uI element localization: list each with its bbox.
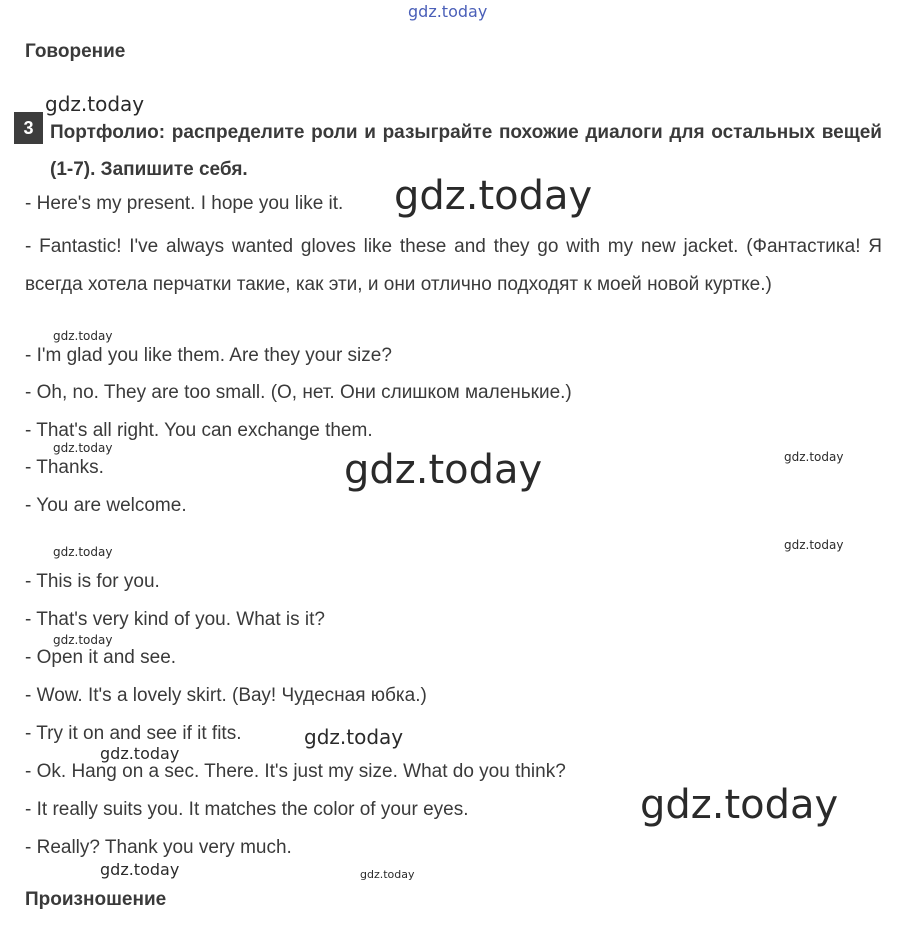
watermark: gdz.today [360,868,415,881]
watermark: gdz.today [100,860,180,879]
watermark: gdz.today [53,633,113,647]
dialogue2-line3: - Open it and see. [25,647,177,668]
watermark: gdz.today [53,441,113,455]
dialogue2-line6: - Ok. Hang on a sec. There. It's just my size. What do you think? [25,761,566,782]
watermark: gdz.today [45,92,145,116]
dialogue2-line8: - Really? Thank you very much. [25,837,292,858]
dialogue2-line5: - Try it on and see if it fits. [25,723,242,744]
dialogue1-line6: - Thanks. [25,457,104,478]
watermark: gdz.today [100,744,180,763]
watermark: gdz.today [784,450,844,464]
task-number-badge: 3 [14,112,43,144]
dialogue2-line4: - Wow. It's a lovely skirt. (Вау! Чудесная юбка.) [25,685,427,706]
watermark: gdz.today [784,538,844,552]
dialogue1-line3: - I'm glad you like them. Are they your size? [25,345,392,366]
watermark: gdz.today [394,173,593,219]
dialogue2-line1: - This is for you. [25,571,160,592]
dialogue1-line5: - That's all right. You can exchange them. [25,420,373,441]
watermark-top: gdz.today [408,2,488,21]
dialogue1-line4: - Oh, no. They are too small. (О, нет. Они слишком маленькие.) [25,382,572,403]
dialogue2-line2: - That's very kind of you. What is it? [25,609,326,630]
task-instruction: Портфолио: распределите роли и разыграйте похожие диалоги для остальных вещей (1-7). Запишите себя. [50,122,882,180]
section-heading-pronunciation: Произношение [25,889,167,910]
dialogue2-line7: - It really suits you. It matches the color of your eyes. [25,799,469,820]
dialogue1-line1: - Here's my present. I hope you like it. [25,193,344,214]
watermark: gdz.today [53,329,113,343]
watermark: gdz.today [640,782,839,828]
section-heading-speaking: Говорение [25,41,126,62]
dialogue1-line7: - You are welcome. [25,495,187,516]
dialogue1-line2: - Fantastic! I've always wanted gloves like these and they go with my new jacket. (Фантастика! Я всегда хотела перчатки такие, как эти, и они отлично подходят к моей новой куртке.) [25,236,882,295]
watermark: gdz.today [344,447,543,493]
watermark: gdz.today [304,725,404,749]
watermark: gdz.today [53,545,113,559]
